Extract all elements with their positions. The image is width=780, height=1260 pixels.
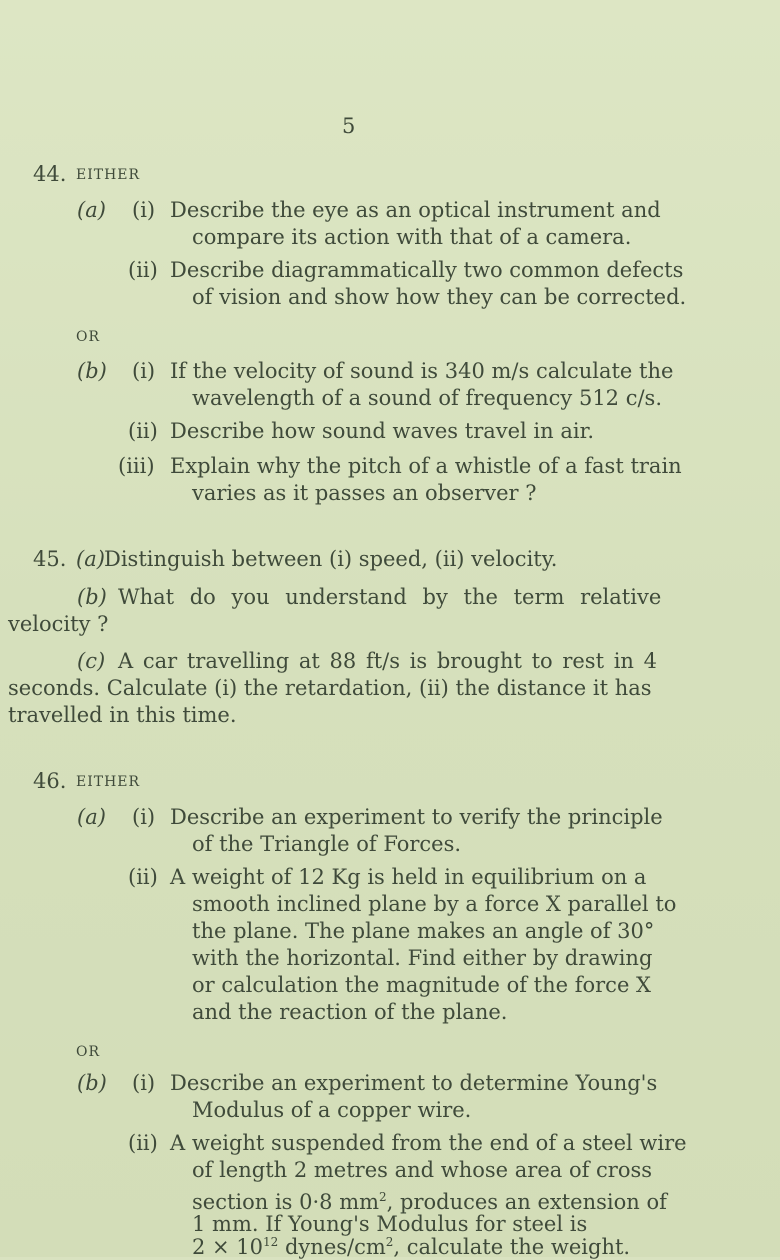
q46-a-ii-line3: the plane. The plane makes an angle of 30° xyxy=(192,919,655,943)
q45-b-label: (b) xyxy=(77,585,107,609)
q44-b-label: (b) xyxy=(77,359,107,383)
q46-b-ii-line5-post: , calculate the weight. xyxy=(393,1235,631,1259)
q44-b-ii-label: (ii) xyxy=(128,419,158,443)
q46-b-ii-label: (ii) xyxy=(128,1131,158,1155)
question-46-number: 46. xyxy=(33,769,67,793)
q46-a-label: (a) xyxy=(77,805,106,829)
q46-b-i-line2: Modulus of a copper wire. xyxy=(192,1098,472,1122)
q44-b-iii-line1: Explain why the pitch of a whistle of a fast train xyxy=(170,454,682,478)
q45-a-text: Distinguish between (i) speed, (ii) velocity. xyxy=(104,547,558,571)
q45-b-line1: What do you understand by the term relative xyxy=(118,585,662,609)
q44-a-i-label: (i) xyxy=(132,198,156,222)
q44-b-ii-line1: Describe how sound waves travel in air. xyxy=(170,419,594,443)
q46-a-i-line1: Describe an experiment to verify the principle xyxy=(170,805,663,829)
q46-b-ii-line4: 1 mm. If Young's Modulus for steel is xyxy=(192,1212,588,1236)
q44-a-ii-line2: of vision and show how they can be corrected. xyxy=(192,285,687,309)
q46-a-ii-line4: with the horizontal. Find either by drawing xyxy=(192,946,653,970)
q44-b-i-line1: If the velocity of sound is 340 m/s calculate the xyxy=(170,359,674,383)
q45-c-label: (c) xyxy=(77,649,106,673)
q46-b-ii-line5 xyxy=(192,1229,630,1260)
q46-b-ii-line5-sup2: 2 xyxy=(385,1235,394,1249)
q46-a-i-line2: of the Triangle of Forces. xyxy=(192,832,462,856)
q45-c-line2: seconds. Calculate (i) the retardation, (ii) the distance it has xyxy=(8,676,652,700)
q44-a-label: (a) xyxy=(77,198,106,222)
q46-b-label: (b) xyxy=(77,1071,107,1095)
q46-b-ii-line5-sup1: 12 xyxy=(263,1235,279,1249)
q44-or-label: OR xyxy=(76,329,101,345)
q44-either-label: EITHER xyxy=(76,167,141,183)
q44-a-ii-line1: Describe diagrammatically two common defects xyxy=(170,258,684,282)
q46-b-ii-line5-pre: 2 × 10 xyxy=(192,1235,264,1259)
q45-c-line3: travelled in this time. xyxy=(8,703,237,727)
q46-a-ii-line6: and the reaction of the plane. xyxy=(192,1000,508,1024)
q46-a-ii-line5: or calculation the magnitude of the force X xyxy=(192,973,651,997)
q44-b-i-line2: wavelength of a sound of frequency 512 c/s. xyxy=(192,386,663,410)
q44-a-i-line2: compare its action with that of a camera. xyxy=(192,225,632,249)
q44-b-iii-line2: varies as it passes an observer ? xyxy=(192,481,537,505)
q46-b-i-line1: Describe an experiment to determine Young's xyxy=(170,1071,658,1095)
q46-b-ii-line2: of length 2 metres and whose area of cross xyxy=(192,1158,653,1182)
q46-b-ii-line3-pre: section is 0·8 mm xyxy=(192,1190,380,1214)
q46-b-i-label: (i) xyxy=(132,1071,156,1095)
page-number: 5 xyxy=(342,114,356,138)
q46-a-ii-line1: A weight of 12 Kg is held in equilibrium on a xyxy=(170,865,647,889)
q45-b-line2: velocity ? xyxy=(8,612,109,636)
q45-c-line1: A car travelling at 88 ft/s is brought to rest in 4 xyxy=(118,649,657,673)
q46-either-label: EITHER xyxy=(76,774,141,790)
q46-a-ii-line2: smooth inclined plane by a force X parallel to xyxy=(192,892,677,916)
q46-b-ii-line1: A weight suspended from the end of a steel wire xyxy=(170,1131,687,1155)
q45-a-label: (a) xyxy=(76,547,105,571)
q46-a-ii-label: (ii) xyxy=(128,865,158,889)
q46-or-label: OR xyxy=(76,1044,101,1060)
question-45-number: 45. xyxy=(33,547,67,571)
q44-a-i-line1: Describe the eye as an optical instrument and xyxy=(170,198,661,222)
q46-b-ii-line3-post: , produces an extension of xyxy=(386,1190,667,1214)
q44-b-i-label: (i) xyxy=(132,359,156,383)
q46-b-ii-line5-mid: dynes/cm xyxy=(278,1235,386,1259)
q46-b-ii-line3-sup: 2 xyxy=(379,1190,387,1204)
q44-a-ii-label: (ii) xyxy=(128,258,158,282)
q44-b-iii-label: (iii) xyxy=(118,454,155,478)
question-44-number: 44. xyxy=(33,162,67,186)
q46-a-i-label: (i) xyxy=(132,805,156,829)
